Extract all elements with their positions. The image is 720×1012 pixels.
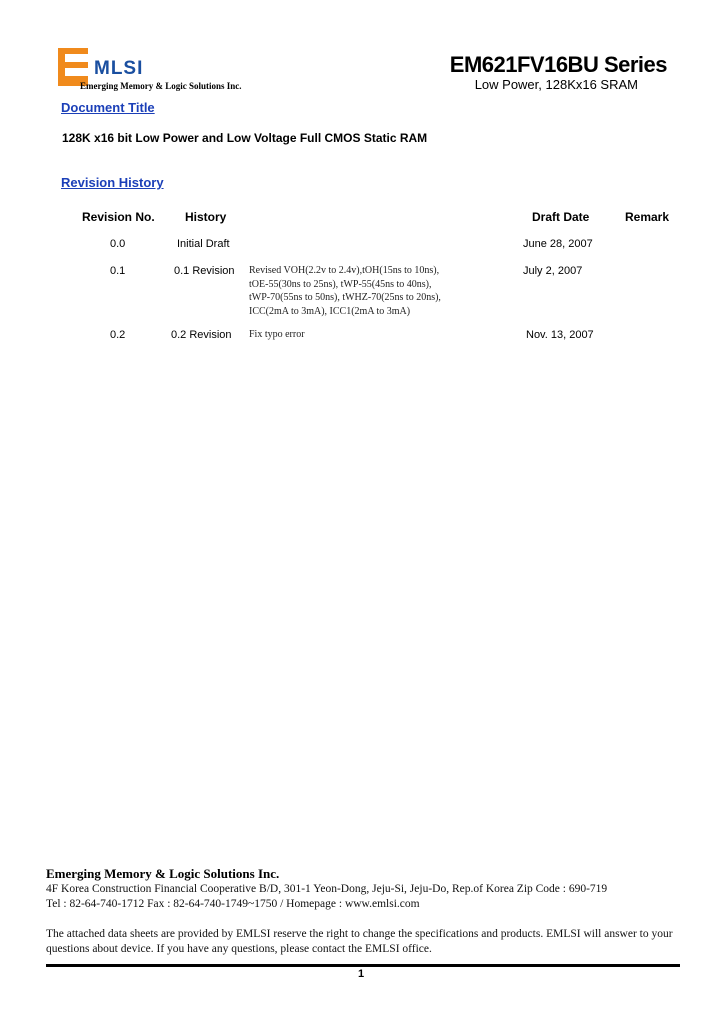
col-header-draft-date: Draft Date [532,210,590,224]
row-detail-line: Fix typo error [249,329,305,340]
row-draft-date: June 28, 2007 [523,238,593,250]
row-revision-no: 0.2 [110,329,126,341]
row-draft-date: July 2, 2007 [523,265,583,277]
series-subtitle: Low Power, 128Kx16 SRAM [474,77,638,92]
col-header-history: History [185,210,227,224]
document-title-heading[interactable]: Document Title [61,100,155,115]
revision-history-heading[interactable]: Revision History [61,175,164,190]
row-detail-line: ICC(2mA to 3mA), ICC1(2mA to 3mA) [249,305,411,317]
footer-divider [46,964,680,967]
row-draft-date: Nov. 13, 2007 [526,329,594,341]
col-header-revision-no: Revision No. [82,210,155,224]
document-title-text: 128K x16 bit Low Power and Low Voltage Full CMOS Static RAM [62,131,428,145]
footer-notice-line2: questions about device. If you have any questions, please contact the EMLSI office. [46,943,432,955]
row-detail-line: tWP-70(55ns to 50ns), tWHZ-70(25ns to 20ns), [249,292,441,303]
col-header-remark: Remark [625,210,670,224]
row-detail-line: tOE-55(30ns to 25ns), tWP-55(45ns to 40ns), [249,278,432,290]
logo-tagline: Emerging Memory & Logic Solutions Inc. [80,81,242,91]
footer-address: 4F Korea Construction Financial Cooperative B/D, 301-1 Yeon-Dong, Jeju-Si, Jeju-Do, Rep.of Korea Zip Code : 690-719 [46,883,608,895]
footer-contact: Tel : 82-64-740-1712 Fax : 82-64-740-1749~1750 / Homepage : www.emlsi.com [46,898,420,910]
emlsi-logo [58,48,278,94]
footer-notice-line1: The attached data sheets are provided by EMLSI reserve the right to change the specifications and products. EMLSI will answer to your [46,928,673,940]
row-history: 0.2 Revision [171,329,232,341]
row-history: Initial Draft [177,238,230,250]
logo-wordmark: MLSI [94,58,144,79]
row-details [249,328,305,342]
row-revision-no: 0.1 [110,265,126,277]
row-details [249,264,441,318]
row-revision-no: 0.0 [110,238,126,250]
footer-company-name: Emerging Memory & Logic Solutions Inc. [46,866,280,881]
row-history: 0.1 Revision [174,265,235,277]
row-detail-line: Revised VOH(2.2v to 2.4v),tOH(15ns to 10ns), [249,265,440,276]
series-title: EM621FV16BU Series [449,52,667,77]
page-number: 1 [358,968,365,980]
